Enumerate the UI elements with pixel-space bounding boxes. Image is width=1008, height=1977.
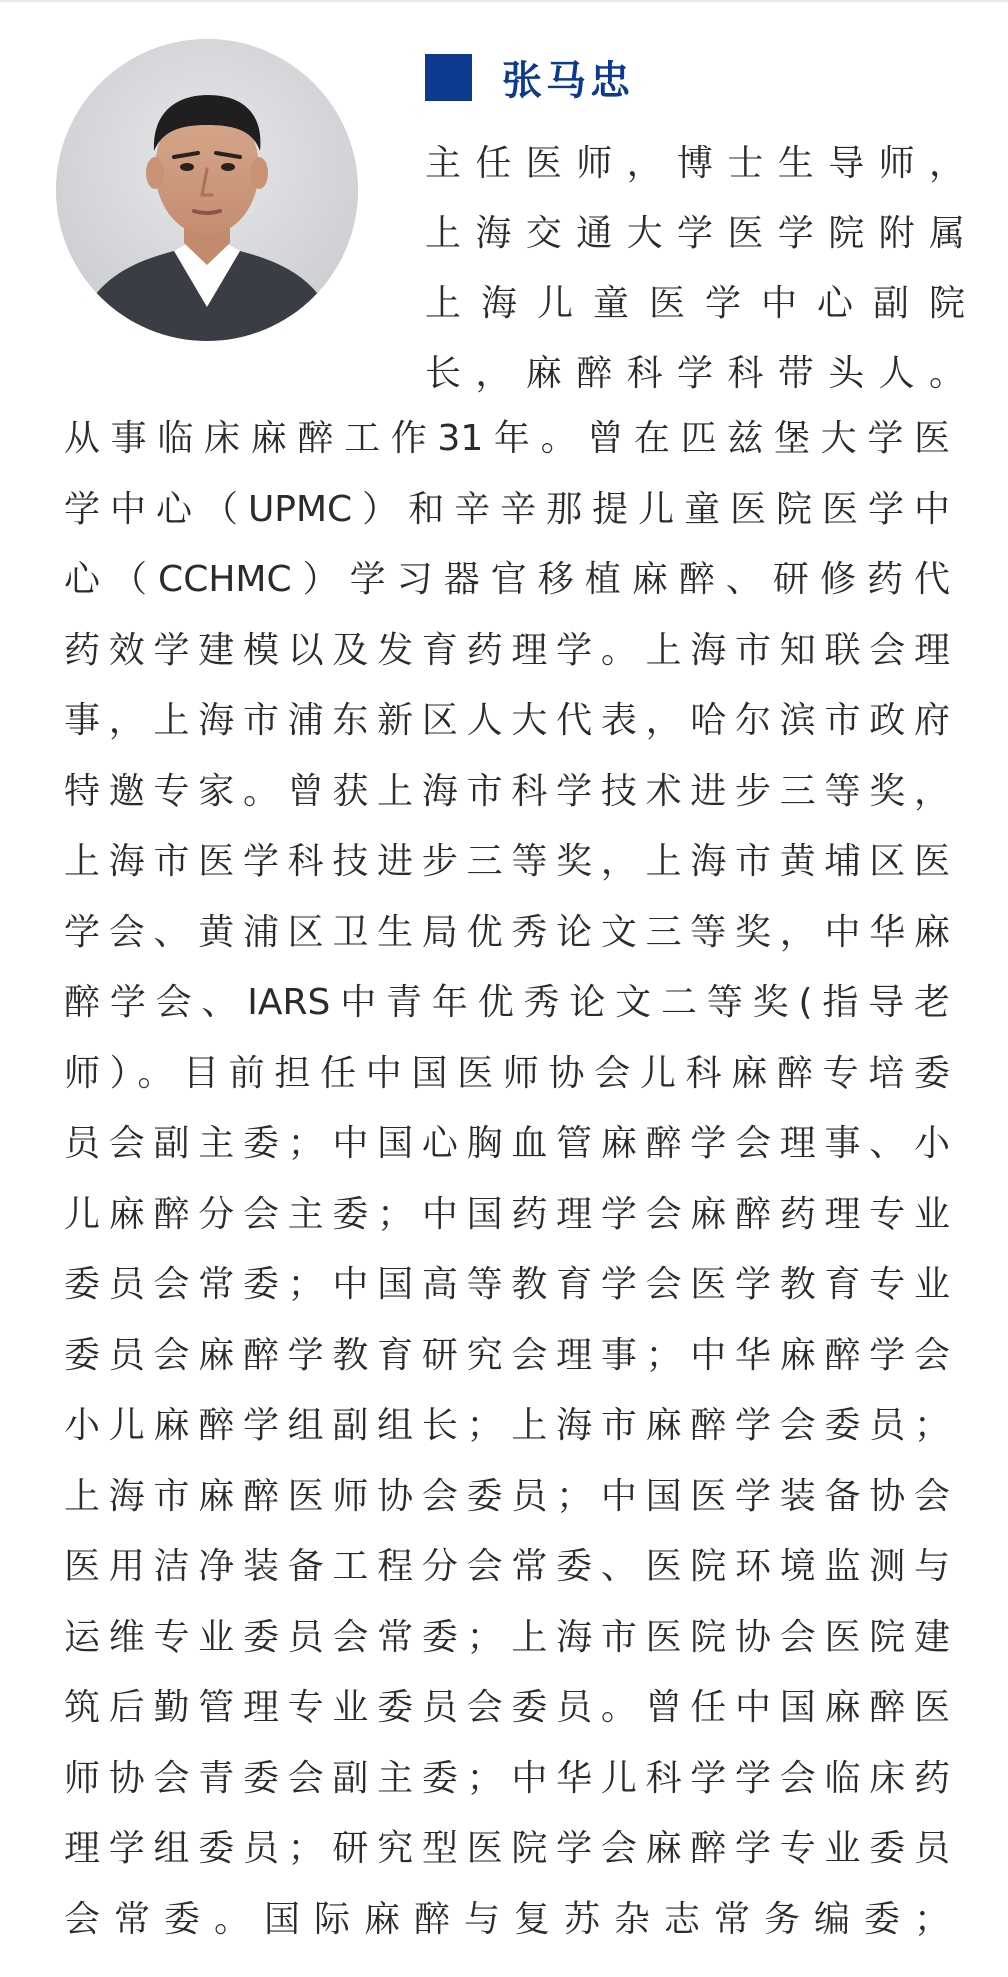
- bio-line: 学中心（UPMC）和辛辛那提儿童医院医学中: [64, 488, 950, 530]
- intro-line: 上海儿童医学中心副院: [425, 283, 965, 324]
- bio-line: 小儿麻醉学组副组长；上海市麻醉学会委员；: [64, 1405, 950, 1446]
- bio-paragraph: [64, 404, 950, 1955]
- square-bullet-icon: [425, 54, 472, 101]
- top-divider: [0, 0, 1008, 2]
- intro-text: [425, 129, 965, 409]
- bio-line: 醉学会、IARS中青年优秀论文二等奖(指导老: [64, 982, 950, 1023]
- bio-line: 运维专业委员会常委；上海市医院协会医院建: [64, 1616, 950, 1658]
- bio-line: 师协会青委会副主委；中华儿科学学会临床药: [64, 1757, 950, 1799]
- bio-line: 师）。目前担任中国医师协会儿科麻醉专培委: [64, 1052, 950, 1094]
- bio-line: 从事临床麻醉工作31年。曾在匹兹堡大学医: [64, 418, 950, 459]
- intro-line: 长，麻醉科学科带头人。: [425, 353, 965, 394]
- bio-line: 学会、黄浦区卫生局优秀论文三等奖，中华麻: [64, 911, 950, 953]
- bio-line: 特邀专家。曾获上海市科学技术进步三等奖，: [64, 770, 950, 812]
- bio-line: 委员会麻醉学教育研究会理事；中华麻醉学会: [64, 1334, 950, 1376]
- portrait-illustration: [56, 39, 358, 341]
- bio-line: 筑后勤管理专业委员会委员。曾任中国麻醉医: [64, 1687, 950, 1728]
- bio-line: 会常委。国际麻醉与复苏杂志常务编委；: [64, 1898, 950, 1940]
- bio-line: 上海市麻醉医师协会委员；中国医学装备协会: [64, 1475, 950, 1517]
- bio-line: 事，上海市浦东新区人大代表，哈尔滨市政府: [64, 700, 950, 741]
- bio-line: 员会副主委；中国心胸血管麻醉学会理事、小: [64, 1123, 950, 1164]
- bio-line: 理学组委员；研究型医院学会麻醉学专业委员: [64, 1828, 950, 1869]
- bio-line: 医用洁净装备工程分会常委、医院环境监测与: [64, 1546, 950, 1587]
- portrait-photo: [56, 39, 358, 341]
- bio-line: 委员会常委；中国高等教育学会医学教育专业: [64, 1264, 950, 1305]
- bio-line: 药效学建模以及发育药理学。上海市知联会理: [64, 629, 950, 671]
- bio-line: 心（CCHMC）学习器官移植麻醉、研修药代: [64, 559, 950, 600]
- intro-line: 上海交通大学医学院附属: [425, 213, 965, 254]
- bio-line: 上海市医学科技进步三等奖，上海市黄埔区医: [64, 841, 950, 882]
- bio-line: 儿麻醉分会主委；中国药理学会麻醉药理专业: [64, 1193, 950, 1235]
- person-name: 张马忠: [502, 57, 634, 104]
- intro-line: 主任医师，博士生导师，: [425, 143, 965, 184]
- name-header: [425, 52, 634, 102]
